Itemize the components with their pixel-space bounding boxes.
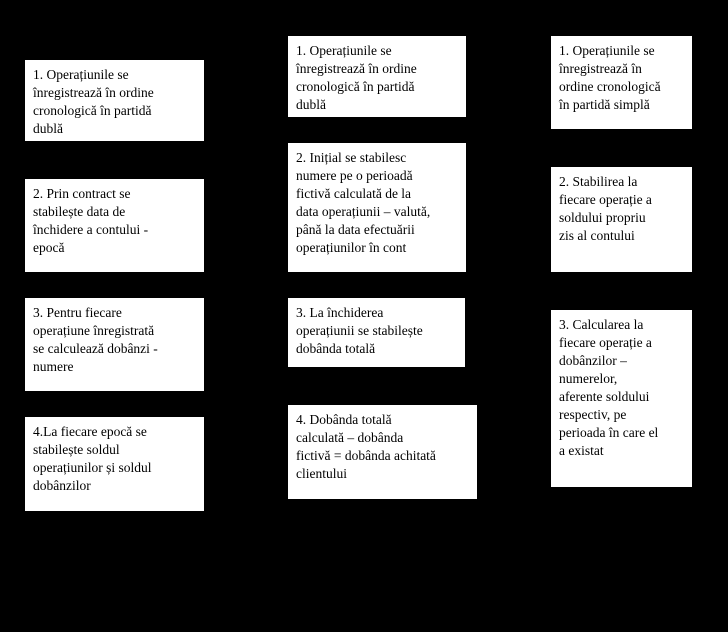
col1-step3-box: 3. Pentru fiecare operațiune înregistrată se calculează dobânzi - numere <box>25 298 204 391</box>
col1-step2-box: 2. Prin contract se stabilește data de închidere a contului - epocă <box>25 179 204 272</box>
col3-step2-box: 2. Stabilirea la fiecare operație a soldului propriu zis al contului <box>551 167 692 272</box>
col1-step4-box: 4.La fiecare epocă se stabilește soldul operațiunilor și soldul dobânzilor <box>25 417 204 511</box>
col3-step1-box: 1. Operațiunile se înregistrează în ordine cronologică în partidă simplă <box>551 36 692 129</box>
col1-step1-box: 1. Operațiunile se înregistrează în ordine cronologică în partidă dublă <box>25 60 204 141</box>
col3-step3-box: 3. Calcularea la fiecare operație a dobânzilor – numerelor, aferente soldului respectiv, pe perioada în care el a existat <box>551 310 692 487</box>
col2-step1-box: 1. Operațiunile se înregistrează în ordine cronologică în partidă dublă <box>288 36 466 117</box>
col2-step2-box: 2. Inițial se stabilesc numere pe o perioadă fictivă calculată de la data operațiunii – valută, până la data efectuării operațiunilor în cont <box>288 143 466 272</box>
col2-step3-box: 3. La închiderea operațiunii se stabilește dobânda totală <box>288 298 465 367</box>
col2-step4-box: 4. Dobânda totală calculată – dobânda fictivă = dobânda achitată clientului <box>288 405 477 499</box>
